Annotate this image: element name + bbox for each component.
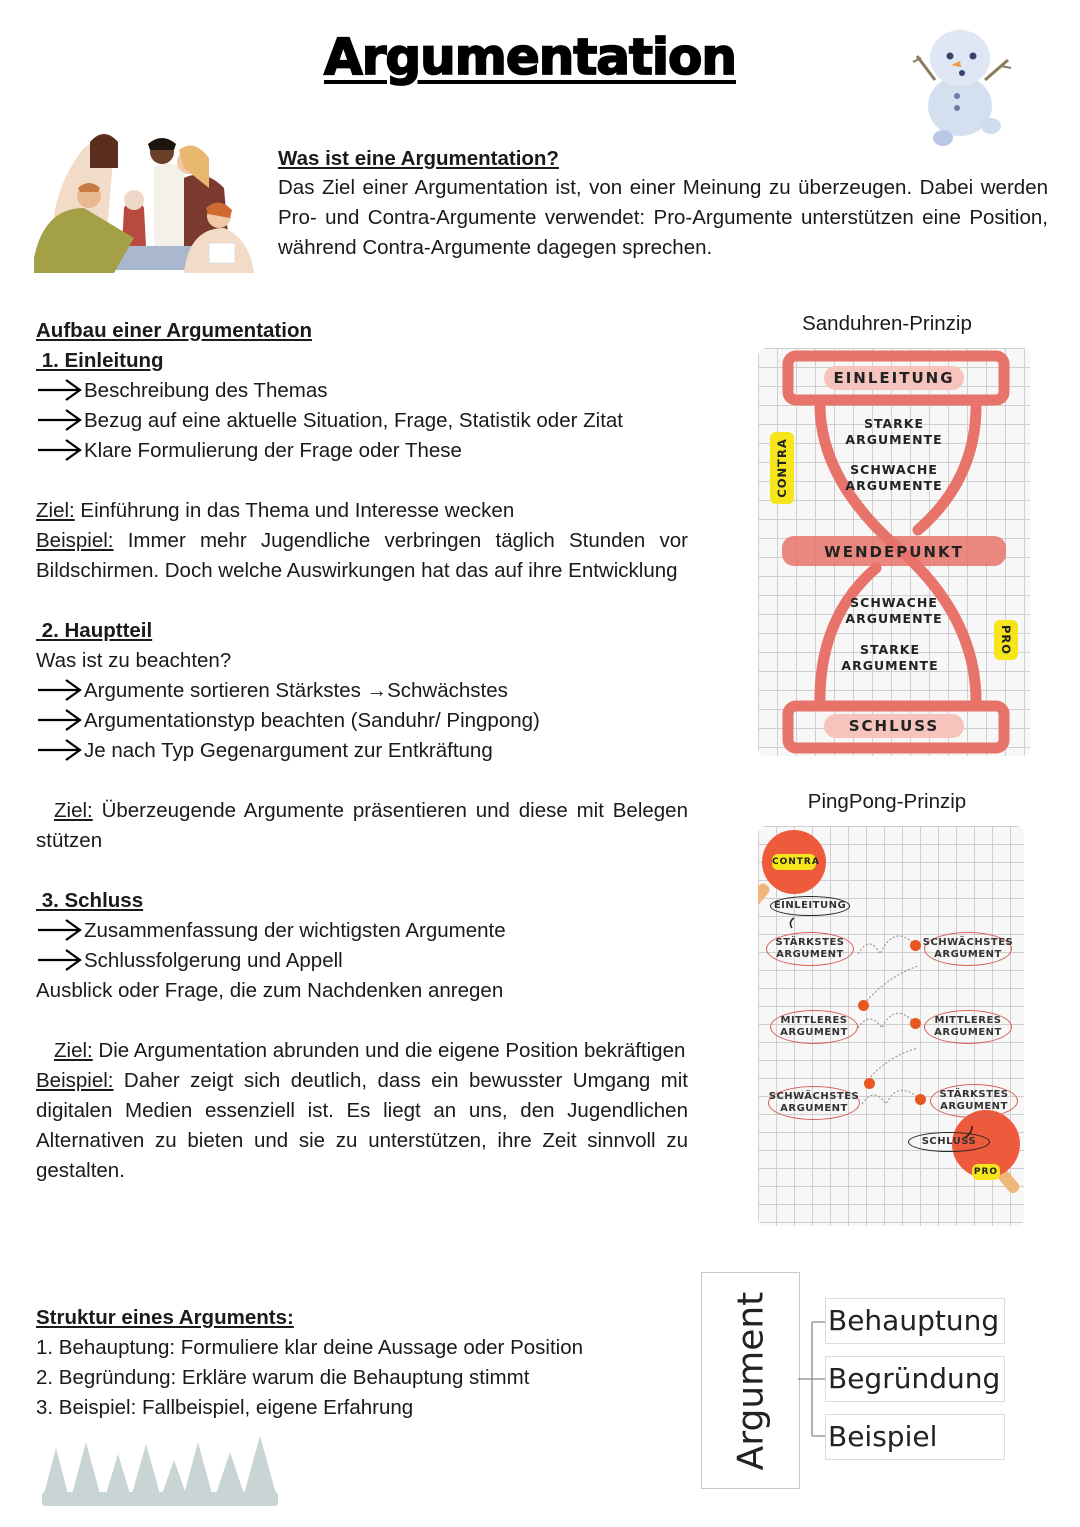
sanduhr-diagram	[758, 348, 1030, 756]
bullet-item: Beschreibung des Themas	[36, 376, 688, 406]
pingpong-left-3: SCHWÄCHSTES ARGUMENT	[768, 1086, 860, 1120]
sanduhr-wendepunkt: WENDEPUNKT	[824, 543, 964, 561]
einleitung-ziel: Ziel: Einführung in das Thema und Interesse wecken	[36, 499, 515, 522]
argument-child-begruendung: Begründung	[825, 1356, 1005, 1402]
arrow-right-icon	[36, 378, 84, 402]
hauptteil-intro: Was ist zu beachten?	[36, 649, 232, 672]
sanduhr-upper-2: SCHWACHE ARGUMENTE	[845, 462, 943, 493]
pingpong-caption: PingPong-Prinzip	[807, 790, 967, 813]
page-title: Argumentation	[324, 28, 736, 86]
people-arguing-icon	[34, 128, 262, 276]
bullet-item: Klare Formulierung der Frage oder These	[36, 436, 688, 466]
ball-icon	[864, 1078, 875, 1089]
bullet-item: Zusammenfassung der wichtigsten Argumente	[36, 916, 688, 946]
struktur-item: 2. Begründung: Erkläre warum die Behauptung stimmt	[36, 1366, 530, 1389]
pingpong-pro-tag: PRO	[972, 1164, 1000, 1180]
bullet-item: Argumente sortieren Stärkstes →Schwächstes	[36, 676, 688, 706]
pingpong-schluss: SCHLUSS	[908, 1132, 990, 1152]
sanduhr-schluss: SCHLUSS	[824, 714, 964, 738]
argument-child-beispiel: Beispiel	[825, 1414, 1005, 1460]
ball-icon	[910, 1018, 921, 1029]
einleitung-heading: 1. Einleitung	[36, 349, 164, 372]
tree-connector-icon	[798, 1318, 826, 1440]
schluss-ziel: Ziel: Die Argumentation abrunden und die eigene Position bekräftigen	[54, 1039, 686, 1062]
bullet-item: Schlussfolgerung und Appell	[36, 946, 688, 976]
struktur-heading: Struktur eines Arguments:	[36, 1306, 294, 1329]
arrow-right-icon	[36, 738, 84, 762]
argument-root-box	[701, 1272, 800, 1489]
schluss-beispiel: Beispiel: Daher zeigt sich deutlich, dass ein bewusster Umgang mit digitalen Medien essenziell ist. Es liegt an uns, den Jugendlichen Alternativen zu bieten und sie zu unterstützen, ihre Zeit sinnvoll zu gestalten.	[36, 1069, 688, 1182]
hauptteil-heading: 2. Hauptteil	[36, 619, 153, 642]
struktur-item: 3. Beispiel: Fallbeispiel, eigene Erfahrung	[36, 1396, 414, 1419]
argument-child-behauptung: Behauptung	[825, 1298, 1005, 1344]
arrow-right-icon	[36, 438, 84, 462]
sanduhr-caption: Sanduhren-Prinzip	[802, 312, 972, 335]
pingpong-einleitung: EINLEITUNG	[770, 896, 850, 916]
ball-icon	[910, 940, 921, 951]
sanduhr-lower-2: STARKE ARGUMENTE	[841, 642, 939, 673]
pingpong-diagram	[758, 826, 1024, 1226]
struktur-section	[36, 1303, 676, 1423]
aufbau-heading: Aufbau einer Argumentation	[36, 319, 312, 342]
arrow-right-icon	[36, 678, 84, 702]
pro-tag: PRO	[994, 620, 1018, 660]
aufbau-section	[36, 316, 688, 1186]
arrow-right-icon	[36, 708, 84, 732]
struktur-item: 1. Behauptung: Formuliere klar deine Aussage oder Position	[36, 1336, 584, 1359]
bullet-item: Je nach Typ Gegenargument zur Entkräftung	[36, 736, 688, 766]
arrow-right-icon	[36, 948, 84, 972]
sanduhr-lower-1: SCHWACHE ARGUMENTE	[845, 595, 943, 626]
pingpong-contra-tag: CONTRA	[772, 854, 816, 870]
arrow-right-icon	[36, 918, 84, 942]
argument-root-label: Argument	[730, 1291, 771, 1470]
ball-icon	[858, 1000, 869, 1011]
intro-section	[278, 145, 1048, 263]
pingpong-right-2: MITTLERES ARGUMENT	[924, 1010, 1012, 1044]
pingpong-left-2: MITTLERES ARGUMENT	[770, 1010, 858, 1044]
pine-trees-icon	[40, 1434, 280, 1506]
bullet-item: Argumentationstyp beachten (Sanduhr/ Pingpong)	[36, 706, 688, 736]
intro-text: Das Ziel einer Argumentation ist, von einer Meinung zu überzeugen. Dabei werden Pro- und Contra-Argumente verwendet: Pro-Argumente unterstützen eine Position, während Contra-Argumente dagegen sprechen.	[278, 176, 1048, 259]
sanduhr-einleitung: EINLEITUNG	[824, 366, 964, 390]
bullet-item: Bezug auf eine aktuelle Situation, Frage, Statistik oder Zitat	[36, 406, 688, 436]
schluss-heading: 3. Schluss	[36, 889, 144, 912]
snowman-icon	[905, 18, 1020, 148]
schluss-extra: Ausblick oder Frage, die zum Nachdenken anregen	[36, 979, 504, 1002]
pingpong-right-3: STÄRKSTES ARGUMENT	[930, 1084, 1018, 1118]
einleitung-beispiel: Beispiel: Immer mehr Jugendliche verbringen täglich Stunden vor Bildschirmen. Doch welche Auswirkungen hat das auf ihre Entwicklung	[36, 529, 688, 582]
arrow-right-icon	[36, 408, 84, 432]
ball-icon	[915, 1094, 926, 1105]
intro-heading: Was ist eine Argumentation?	[278, 147, 559, 170]
pingpong-right-1: SCHWÄCHSTES ARGUMENT	[924, 932, 1012, 966]
hauptteil-ziel: Ziel: Überzeugende Argumente präsentieren und diese mit Belegen stützen	[36, 799, 688, 852]
contra-tag: CONTRA	[770, 432, 794, 504]
pingpong-left-1: STÄRKSTES ARGUMENT	[766, 932, 854, 966]
sanduhr-upper-1: STARKE ARGUMENTE	[845, 416, 943, 447]
